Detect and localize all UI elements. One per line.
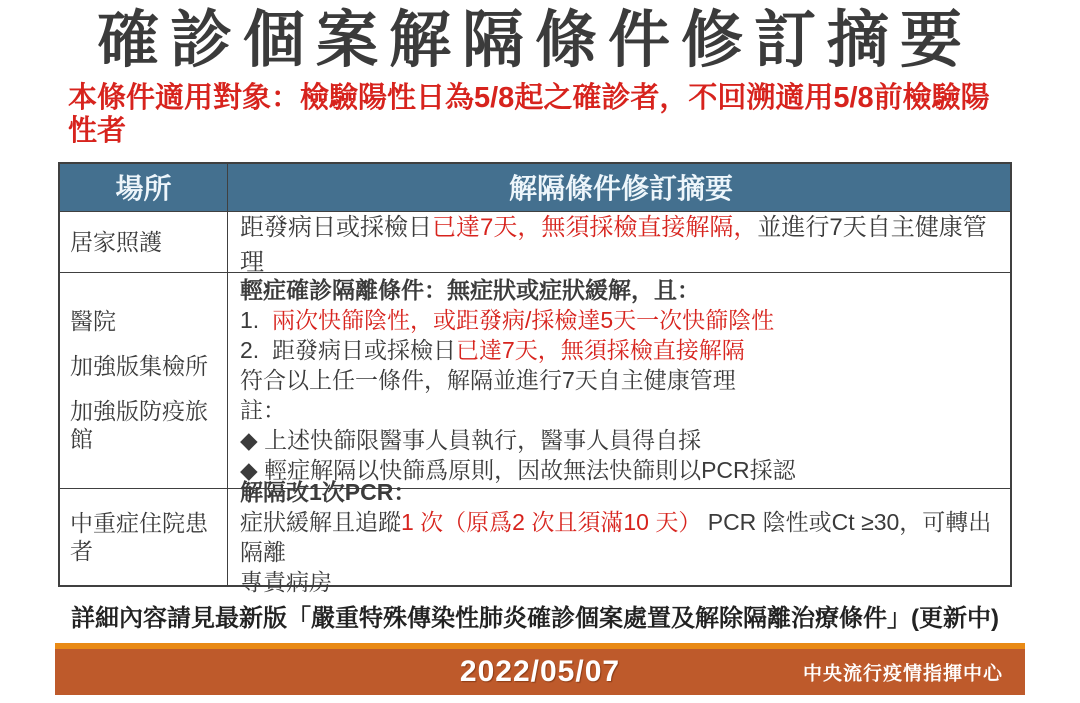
text-line bbox=[60, 509, 227, 565]
text-segment: 距發病日或採檢日 bbox=[240, 213, 432, 241]
table-row-home-care bbox=[60, 211, 1010, 276]
footnote: 詳細內容請見最新版「嚴重特殊傳染性肺炎確診個案處置及解除隔離治療條件」(更新中) bbox=[71, 604, 999, 632]
text-segment: 註： bbox=[240, 397, 286, 424]
place-cell-hospital-facilities bbox=[60, 273, 228, 488]
text-segment: 1 次（原爲2 次且須滿10 天） bbox=[401, 508, 702, 535]
table-header-row bbox=[60, 164, 1010, 211]
applicability-note: 本條件適用對象：檢驗陽性日為5/8起之確診者，不回溯適用5/8前檢驗陽性者 bbox=[68, 81, 990, 148]
text-segment: PCR 陰性或Ct ≥30，可轉出隔離 bbox=[240, 508, 992, 565]
text-segment: 2. 距發病日或採檢日 bbox=[240, 337, 456, 364]
text-segment: 加強版防疫旅館 bbox=[70, 398, 208, 453]
text-segment: 1. bbox=[240, 307, 272, 334]
footer-bar bbox=[55, 649, 1025, 695]
text-line bbox=[240, 477, 1002, 507]
table-header-place-label: 場所 bbox=[115, 173, 172, 205]
footer-date: 2022/05/07 bbox=[459, 655, 621, 688]
table-header-summary bbox=[228, 164, 1010, 211]
text-line bbox=[240, 395, 1002, 425]
text-line bbox=[240, 425, 1002, 455]
table-row-severe-inpatients bbox=[60, 478, 1010, 595]
text-segment: 已達7天，無須採檢直接解隔 bbox=[455, 337, 745, 364]
text-segment: 並進行7天自主健康管理 bbox=[240, 213, 987, 276]
text-segment: 醫院 bbox=[70, 308, 116, 335]
text-line bbox=[240, 305, 1002, 335]
footer bbox=[55, 643, 1025, 695]
text-segment: 居家照護 bbox=[70, 228, 162, 255]
conditions-table bbox=[58, 162, 1012, 595]
text-line bbox=[240, 365, 1002, 395]
text-line bbox=[240, 207, 1002, 277]
text-segment: 症狀緩解且追蹤 bbox=[240, 508, 401, 535]
place-cell-home-care bbox=[60, 212, 228, 272]
place-cell-severe-inpatients bbox=[60, 489, 228, 585]
text-segment: 中重症住院患者 bbox=[70, 509, 208, 564]
text-line bbox=[240, 507, 1002, 567]
table-row-hospital-facilities bbox=[60, 272, 1010, 488]
text-line bbox=[60, 228, 227, 256]
text-segment: 輕症確診隔離條件：無症狀或症狀緩解，且： bbox=[240, 277, 700, 304]
text-line bbox=[60, 307, 227, 335]
text-line bbox=[240, 335, 1002, 365]
text-segment: 已達7天，無須採檢直接解隔， bbox=[432, 213, 758, 241]
text-segment: ◆ 輕症解隔以快篩爲原則，因故無法快篩則以PCR採認 bbox=[240, 457, 796, 484]
detail-cell-severe-inpatients bbox=[228, 478, 1010, 595]
detail-cell-home-care bbox=[228, 212, 1010, 276]
text-segment: ◆ 上述快篩限醫事人員執行，醫事人員得自採 bbox=[240, 427, 702, 454]
text-segment: 解隔改1次PCR： bbox=[240, 478, 417, 505]
footer-agency: 中央流行疫情指揮中心 bbox=[802, 663, 1003, 685]
page-title: 確診個案解隔條件修訂摘要 bbox=[96, 6, 973, 75]
page-content bbox=[58, 0, 1012, 633]
text-line bbox=[240, 567, 1002, 597]
text-line bbox=[240, 275, 1002, 305]
text-segment: 專責病房 bbox=[240, 568, 332, 595]
table-header-place bbox=[60, 164, 228, 211]
text-segment: 兩次快篩陰性，或距發病/採檢達5天一次快篩陰性 bbox=[271, 307, 775, 334]
text-line bbox=[60, 397, 227, 453]
text-segment: 符合以上任一條件，解隔並進行7天自主健康管理 bbox=[240, 367, 736, 394]
text-line bbox=[60, 352, 227, 380]
text-segment: 加強版集檢所 bbox=[70, 353, 208, 380]
detail-cell-hospital-facilities bbox=[228, 273, 1010, 488]
table-header-summary-label: 解隔條件修訂摘要 bbox=[508, 173, 733, 205]
